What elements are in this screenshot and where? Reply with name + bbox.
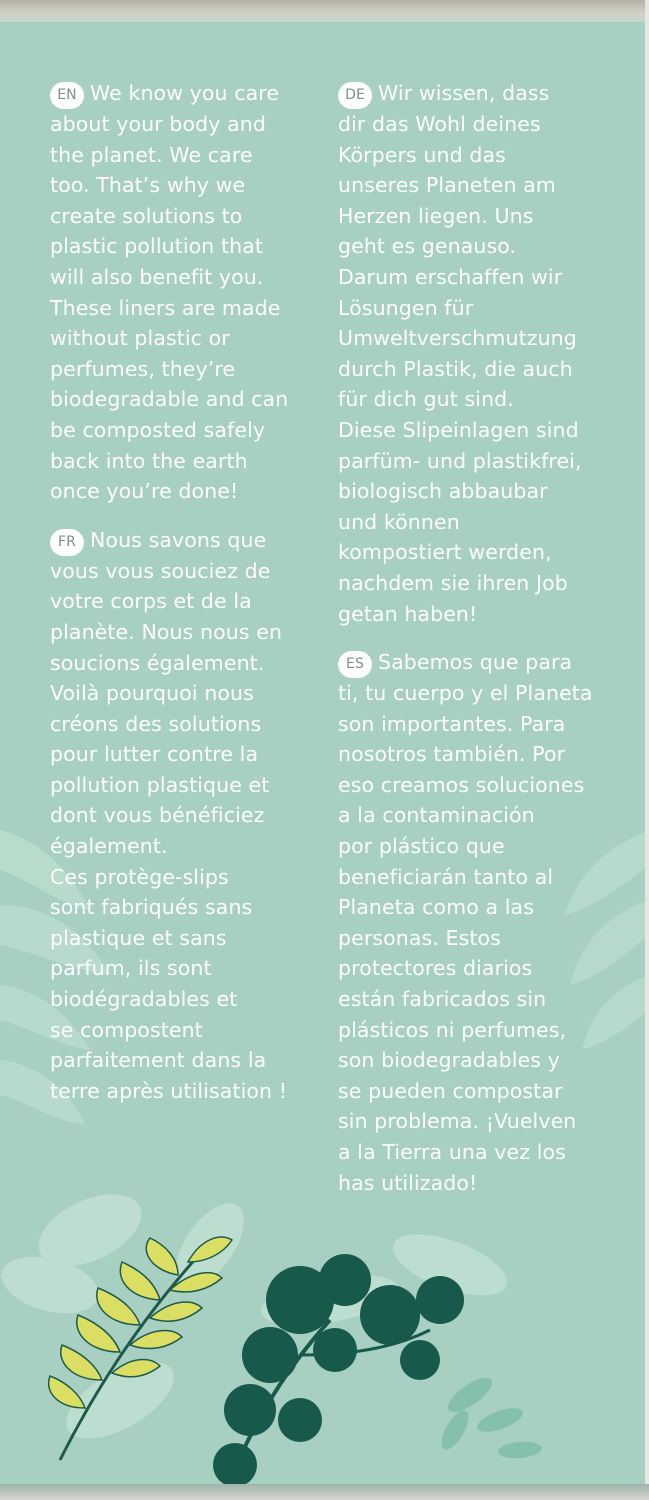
text-line: se pueden compostar <box>338 1078 563 1103</box>
text-column-left <box>50 78 325 1124</box>
text-line: Körpers und das <box>338 142 506 167</box>
text-line: unseres Planeten am <box>338 173 556 198</box>
text-line: créons des solutions <box>50 711 262 736</box>
text-line: und können <box>338 509 460 534</box>
lang-block-fr <box>50 525 325 1107</box>
lang-block-en <box>50 78 325 507</box>
text-line: Ces protège-slips <box>50 864 229 889</box>
text-line: Diese Slipeinlagen sind <box>338 417 579 442</box>
language-badge: ES <box>338 651 372 678</box>
text-line: terre après utilisation ! <box>50 1078 288 1103</box>
text-line: eso creamos soluciones <box>338 772 585 797</box>
text-line: plásticos ni perfumes, <box>338 1017 567 1042</box>
text-line: without plastic or <box>50 326 230 351</box>
text-line: sont fabriqués sans <box>50 895 253 920</box>
text-line: por plástico que <box>338 834 505 859</box>
text-line: We know you care <box>90 81 280 105</box>
language-badge: DE <box>338 82 372 109</box>
text-line: également. <box>50 834 168 859</box>
text-line: están fabricados sin <box>338 987 547 1012</box>
text-line: has utilizado! <box>338 1170 478 1195</box>
text-line: durch Plastik, die auch <box>338 356 573 381</box>
lang-block-es <box>338 647 613 1198</box>
text-line: pour lutter contre la <box>50 742 259 767</box>
text-line: biodégradables et <box>50 987 238 1012</box>
text-line: Lösungen für <box>338 295 474 320</box>
text-line: back into the earth <box>50 448 248 473</box>
text-line: Wir wissen, dass <box>378 81 550 105</box>
text-line: too. That’s why we <box>50 173 246 198</box>
text-line: about your body and <box>50 112 266 136</box>
box-right-edge <box>645 0 649 1500</box>
text-line: votre corps et de la <box>50 589 252 614</box>
text-line: pollution plastique et <box>50 772 270 797</box>
text-line: once you’re done! <box>50 479 239 504</box>
text-line: se compostent <box>50 1017 203 1042</box>
text-line: kompostiert werden, <box>338 540 552 565</box>
text-line: Voilà pourquoi nous <box>50 681 254 706</box>
box-bottom-edge <box>0 1484 649 1500</box>
text-line: Darum erschaffen wir <box>338 264 563 289</box>
text-line: sin problema. ¡Vuelven <box>338 1109 577 1134</box>
text-line: Planeta como a las <box>338 895 534 920</box>
text-line: ti, tu cuerpo y el Planeta <box>338 681 593 706</box>
text-line: create solutions to <box>50 203 243 228</box>
text-line: dont vous bénéficiez <box>50 803 265 828</box>
text-line: parfüm- und plastikfrei, <box>338 448 582 473</box>
text-line: dir das Wohl deines <box>338 112 541 136</box>
text-line: parfaitement dans la <box>50 1048 267 1073</box>
text-line: Sabemos que para <box>378 650 573 675</box>
text-line: vous vous souciez de <box>50 558 271 583</box>
language-badge: FR <box>50 529 84 556</box>
text-line: be composted safely <box>50 417 266 442</box>
text-line: plastic pollution that <box>50 234 264 259</box>
text-line: a la contaminación <box>338 803 535 828</box>
text-line: nachdem sie ihren Job <box>338 570 568 595</box>
text-line: the planet. We care <box>50 142 253 167</box>
text-line: planète. Nous nous en <box>50 619 283 644</box>
text-line: protectores diarios <box>338 956 533 981</box>
dark-leaves <box>213 1254 464 1487</box>
text-line: für dich gut sind. <box>338 387 514 412</box>
language-badge: EN <box>50 82 84 109</box>
text-line: plastique et sans <box>50 925 227 950</box>
text-line: These liners are made <box>50 295 281 320</box>
text-line: soucions également. <box>50 650 265 675</box>
text-line: Herzen liegen. Uns <box>338 203 534 228</box>
text-line: a la Tierra una vez los <box>338 1140 566 1164</box>
text-line: Nous savons que <box>90 527 267 552</box>
text-line: perfumes, they’re <box>50 356 236 381</box>
text-line: son importantes. Para <box>338 711 566 736</box>
text-column-right <box>338 78 613 1216</box>
text-line: getan haben! <box>338 601 478 626</box>
lang-block-de <box>338 78 613 629</box>
text-line: parfum, ils sont <box>50 956 212 981</box>
text-line: nosotros también. Por <box>338 742 566 767</box>
text-line: personas. Estos <box>338 925 501 950</box>
text-line: son biodegradables y <box>338 1048 560 1073</box>
text-line: biologisch abbaubar <box>338 479 548 504</box>
text-line: will also benefit you. <box>50 264 264 289</box>
text-line: biodegradable and can <box>50 387 289 412</box>
text-line: Umweltverschmutzung <box>338 326 577 351</box>
light-sprig <box>436 1372 542 1460</box>
text-line: geht es genauso. <box>338 234 517 259</box>
text-line: beneficiarán tanto al <box>338 864 554 889</box>
